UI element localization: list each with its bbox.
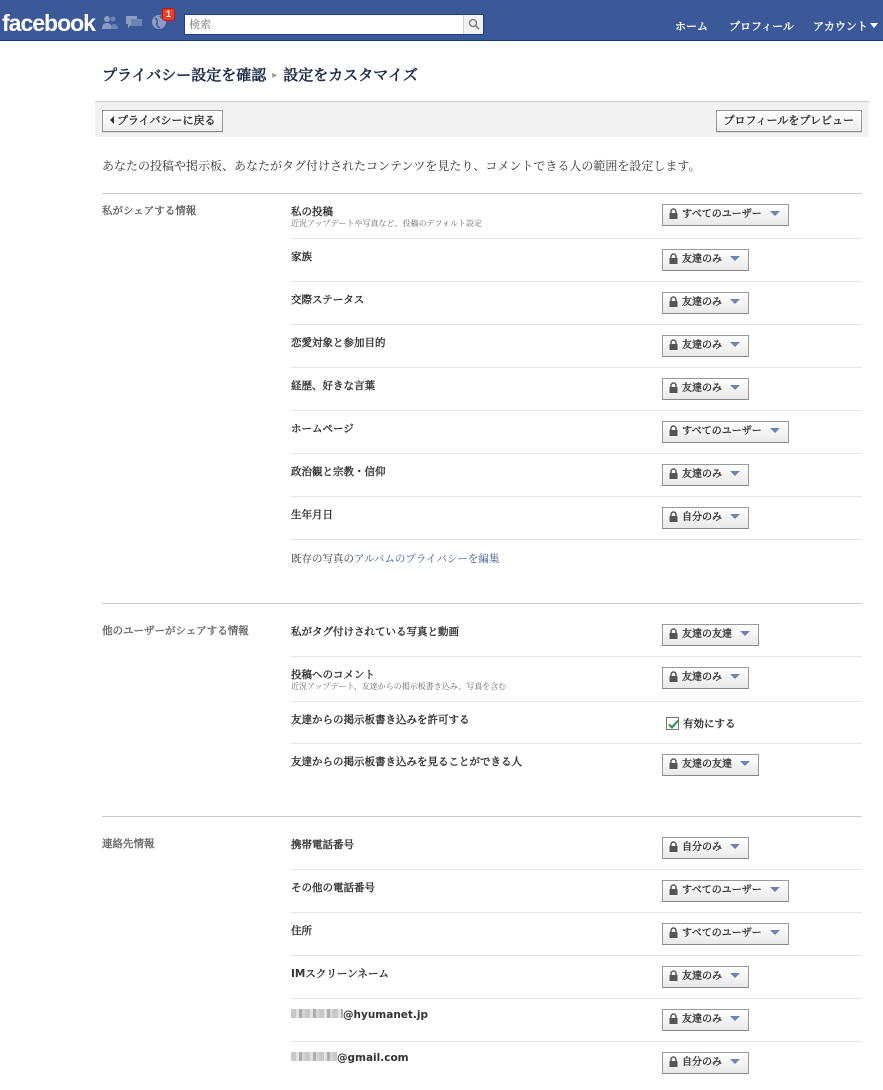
notifications-badge[interactable]: 1 — [162, 8, 175, 21]
caret-down-icon — [730, 342, 740, 347]
caret-down-icon — [730, 973, 740, 978]
lock-icon — [669, 381, 678, 401]
privacy-dropdown-value: 友達のみ — [682, 340, 722, 351]
row-label: 住所 — [291, 925, 312, 937]
enable-checkbox-label: 有効にする — [683, 718, 736, 730]
privacy-dropdown-value: 自分のみ — [682, 842, 722, 853]
breadcrumb-parent[interactable]: プライバシー設定を確認 — [102, 66, 267, 84]
privacy-dropdown-value: 友達のみ — [682, 469, 722, 480]
lock-icon — [669, 1012, 678, 1032]
row-label: 生年月日 — [291, 509, 333, 521]
lock-icon — [669, 969, 678, 989]
lock-icon — [669, 252, 678, 272]
section-title: 私がシェアする情報 — [102, 205, 197, 217]
lock-icon — [669, 424, 678, 444]
section-my-info — [102, 193, 862, 603]
lock-icon — [669, 757, 678, 777]
intro-text: あなたの投稿や掲示板、あなたがタグ付けされたコンテンツを見たり、コメントできる人の範囲を設定します。 — [102, 159, 701, 173]
row-label: ホームページ — [291, 423, 354, 435]
privacy-dropdown-value: すべてのユーザー — [682, 426, 762, 437]
privacy-toolbar — [95, 101, 869, 137]
album-prefix: 既存の写真の — [291, 553, 354, 565]
preview-profile-button[interactable]: プロフィールをプレビュー — [716, 110, 862, 132]
privacy-row — [291, 282, 862, 325]
row-label: 友達からの掲示板書き込みを見ることができる人 — [291, 756, 522, 768]
privacy-dropdown-value: 友達のみ — [682, 672, 722, 683]
privacy-row — [291, 194, 862, 239]
privacy-dropdown-value: 友達のみ — [682, 297, 722, 308]
privacy-dropdown[interactable] — [662, 464, 749, 486]
caret-down-icon — [730, 1016, 740, 1021]
privacy-dropdown[interactable] — [662, 421, 789, 443]
privacy-dropdown-value: 友達のみ — [682, 1014, 722, 1025]
search-input[interactable] — [185, 15, 463, 34]
row-label: 家族 — [291, 251, 312, 263]
nav-profile-link[interactable]: プロフィール — [729, 20, 794, 33]
privacy-dropdown[interactable] — [662, 204, 789, 226]
row-label: その他の電話番号 — [291, 882, 375, 894]
back-button-label: プライバシーに戻る — [117, 114, 216, 127]
album-privacy-text — [291, 551, 499, 566]
privacy-row — [291, 411, 862, 454]
privacy-dropdown-value: 友達のみ — [682, 971, 722, 982]
album-privacy-row — [291, 540, 862, 580]
privacy-row — [291, 454, 862, 497]
row-label: 私がタグ付けされている写真と動画 — [291, 626, 459, 638]
facebook-logo[interactable]: facebook — [2, 10, 95, 36]
back-arrow-icon — [110, 116, 114, 124]
section-contact-info — [102, 816, 862, 1086]
privacy-dropdown[interactable] — [662, 880, 789, 902]
privacy-dropdown[interactable] — [662, 667, 749, 689]
checkmark-icon — [667, 718, 680, 731]
enable-checkbox[interactable] — [666, 717, 679, 730]
lock-icon — [669, 1055, 678, 1075]
row-label: 恋愛対象と参加目的 — [291, 337, 386, 349]
nav-home-link[interactable]: ホーム — [675, 20, 708, 33]
privacy-dropdown[interactable] — [662, 249, 749, 271]
search-button[interactable] — [463, 15, 483, 34]
privacy-dropdown-value: すべてのユーザー — [682, 885, 762, 896]
caret-down-icon — [770, 428, 780, 433]
privacy-dropdown[interactable] — [662, 1009, 749, 1031]
privacy-dropdown[interactable] — [662, 754, 759, 776]
wall-post-toggle[interactable] — [666, 716, 736, 731]
privacy-row — [291, 870, 862, 913]
row-label: 携帯電話番号 — [291, 839, 354, 851]
privacy-dropdown[interactable] — [662, 335, 749, 357]
privacy-row — [291, 956, 862, 999]
privacy-row — [291, 657, 862, 702]
privacy-dropdown[interactable] — [662, 1052, 749, 1074]
messages-icon[interactable] — [125, 14, 143, 30]
privacy-row — [291, 497, 862, 540]
lock-icon — [669, 627, 678, 647]
privacy-row — [291, 702, 862, 744]
caret-down-icon — [770, 887, 780, 892]
row-label-email — [291, 1052, 409, 1064]
caret-down-icon — [730, 471, 740, 476]
privacy-dropdown[interactable] — [662, 507, 749, 529]
breadcrumb-current: 設定をカスタマイズ — [283, 66, 418, 84]
privacy-row — [291, 913, 862, 956]
privacy-row — [291, 368, 862, 411]
caret-down-icon — [730, 256, 740, 261]
back-to-privacy-button[interactable] — [102, 110, 223, 132]
row-label: 政治観と宗教・信仰 — [291, 466, 386, 478]
nav-account-link[interactable]: アカウント — [813, 20, 868, 33]
redacted-text — [291, 1009, 343, 1018]
privacy-row — [291, 1042, 862, 1085]
row-label: 私の投稿 — [291, 206, 333, 218]
privacy-dropdown-value: 自分のみ — [682, 1057, 722, 1068]
redacted-text — [291, 1052, 337, 1061]
caret-down-icon — [730, 385, 740, 390]
lock-icon — [669, 670, 678, 690]
privacy-row — [291, 827, 862, 870]
privacy-dropdown-value: すべてのユーザー — [682, 928, 762, 939]
lock-icon — [669, 338, 678, 358]
caret-down-icon — [740, 761, 750, 766]
row-label-email — [291, 1009, 428, 1021]
lock-icon — [669, 926, 678, 946]
lock-icon — [669, 883, 678, 903]
row-label: 友達からの掲示板書き込みを許可する — [291, 714, 470, 726]
row-label: IMスクリーンネーム — [291, 968, 389, 980]
row-sublabel: 近況アップデート、友達からの掲示板書き込み、写真を含む — [291, 682, 507, 691]
caret-down-icon — [730, 514, 740, 519]
row-label: 投稿へのコメント — [291, 669, 375, 681]
breadcrumb — [102, 64, 418, 85]
privacy-dropdown[interactable] — [662, 292, 749, 314]
row-label: 交際ステータス — [291, 294, 365, 306]
privacy-dropdown[interactable] — [662, 837, 749, 859]
privacy-row — [291, 614, 862, 657]
privacy-dropdown[interactable] — [662, 966, 749, 988]
privacy-dropdown-value: すべてのユーザー — [682, 209, 762, 220]
breadcrumb-separator-icon: ▸ — [272, 70, 278, 81]
privacy-row — [291, 999, 862, 1042]
search-box — [184, 14, 484, 35]
lock-icon — [669, 840, 678, 860]
email-domain: @hyumanet.jp — [343, 1009, 429, 1021]
section-title: 連絡先情報 — [102, 838, 155, 850]
privacy-row — [291, 325, 862, 368]
caret-down-icon — [740, 631, 750, 636]
account-caret-down-icon[interactable] — [870, 23, 878, 28]
edit-album-privacy-link[interactable]: アルバムのプライバシーを編集 — [354, 553, 500, 565]
privacy-row — [291, 239, 862, 282]
caret-down-icon — [770, 930, 780, 935]
lock-icon — [669, 467, 678, 487]
caret-down-icon — [730, 299, 740, 304]
privacy-dropdown-value: 友達のみ — [682, 254, 722, 265]
lock-icon — [669, 510, 678, 530]
section-title: 他のユーザーがシェアする情報 — [102, 625, 249, 637]
caret-down-icon — [730, 674, 740, 679]
privacy-dropdown[interactable] — [662, 624, 759, 646]
privacy-dropdown[interactable] — [662, 923, 789, 945]
caret-down-icon — [770, 211, 780, 216]
privacy-row — [291, 744, 862, 787]
privacy-dropdown-value: 友達の友達 — [682, 629, 732, 640]
lock-icon — [669, 295, 678, 315]
email-domain: @gmail.com — [337, 1052, 409, 1064]
caret-down-icon — [730, 1059, 740, 1064]
row-label: 経歴、好きな言葉 — [291, 380, 375, 392]
row-sublabel: 近況アップデートや写真など、投稿のデフォルト設定 — [291, 219, 483, 228]
friends-icon[interactable] — [101, 14, 119, 30]
caret-down-icon — [730, 844, 740, 849]
section-others-share — [102, 603, 862, 816]
privacy-dropdown-value: 自分のみ — [682, 512, 722, 523]
privacy-dropdown-value: 友達のみ — [682, 383, 722, 394]
privacy-dropdown-value: 友達の友達 — [682, 759, 732, 770]
privacy-dropdown[interactable] — [662, 378, 749, 400]
lock-icon — [669, 207, 678, 227]
search-icon — [468, 18, 480, 30]
top-bar — [0, 0, 883, 41]
